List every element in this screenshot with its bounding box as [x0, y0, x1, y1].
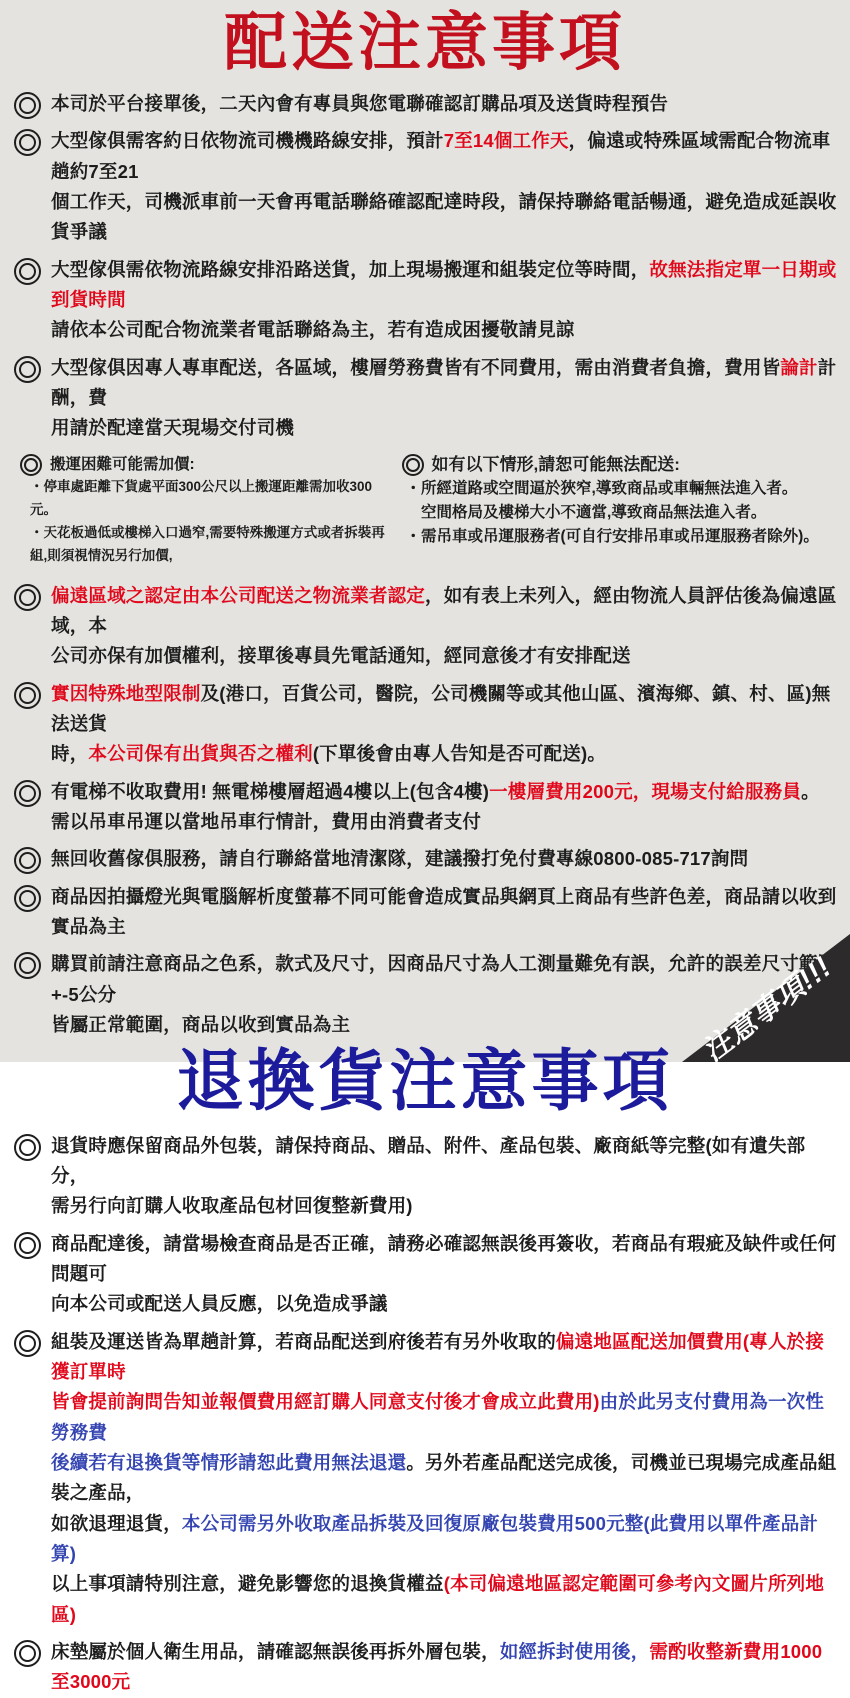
double-circle-bullet-icon [14, 780, 41, 807]
no-delivery-heading: 如有以下情形,請恕可能無法配送: [431, 454, 680, 474]
delivery-notice-title: 配送注意事項 [224, 8, 626, 78]
notice-text: 商品因拍攝燈光與電腦解析度螢幕不同可能會造成實品與網頁上商品有些許色差，商品請以收到實品為主 [51, 885, 837, 938]
double-circle-bullet-icon [14, 952, 41, 979]
notice-item [14, 353, 838, 444]
double-circle-bullet-icon [14, 847, 41, 874]
notice-text: 有電梯不收取費用! 無電梯樓層超過4樓以上(包含4樓)一樓層費用200元，現場支付給服務員。 需以吊車吊運以當地吊車行情計，費用由消費者支付 [51, 780, 820, 833]
sub-note-line: ・所經道路或空間逼於狹窄,導致商品或車輛無法進入者。 [405, 479, 798, 497]
notice-text: 床墊屬於個人衛生用品，請確認無誤後再拆外層包裝，如經拆封使用後，需酌收整新費用1000至3000元 [51, 1640, 823, 1693]
notice-item [14, 1327, 838, 1630]
double-circle-bullet-icon [402, 454, 424, 476]
notice-text: 商品配達後，請當場檢查商品是否正確，請務必確認無誤後再簽收，若商品有瑕疵及缺件或任何問題可 向本公司或配送人員反應，以免造成爭議 [51, 1232, 837, 1315]
double-circle-bullet-icon [14, 682, 41, 709]
notice-text: 無回收舊傢俱服務，請自行聯絡當地清潔隊，建議撥打免付費專線0800-085-717詢問 [51, 848, 749, 870]
sub-note-line: ・天花板過低或樓梯入口過窄,需要特殊搬運方式或者拆裝再組,則須視情況另行加價, [30, 524, 385, 563]
surcharge-heading: 搬運困難可能需加價: [50, 455, 195, 473]
notice-item [14, 679, 838, 770]
corner-ribbon-label: 注意事項!!! [697, 950, 838, 1069]
notice-text: 實因特殊地型限制及(港口，百貨公司，醫院，公司機關等或其他山區、濱海鄉、鎮、村、區)無法送貨 時，本公司保有出貨與否之權利(下單後會由專人告知是否可配送)。 [51, 682, 831, 765]
surcharge-lines [20, 476, 394, 568]
double-circle-bullet-icon [14, 92, 41, 119]
double-circle-bullet-icon [14, 258, 41, 285]
notice-text: 退貨時應保留商品外包裝，請保持商品、贈品、附件、產品包裝、廠商紙等完整(如有遺失部分， 需另行向訂購人收取產品包材回復整新費用) [51, 1134, 806, 1217]
notice-text: 購買前請注意商品之色系，款式及尺寸，因商品尺寸為人工測量難免有誤，允許的誤差尺寸範圍+-5公分 皆屬正常範圍，商品以收到實品為主 [51, 953, 837, 1036]
notice-item [14, 89, 838, 119]
double-circle-bullet-icon [14, 584, 41, 611]
delivery-special-notes [0, 451, 850, 568]
notice-text: 大型傢俱需依物流路線安排沿路送貨，加上現場搬運和組裝定位等時間，故無法指定單一日期或到貨時間 請依本公司配合物流業者電話聯絡為主，若有造成困擾敬請見諒 [51, 258, 837, 341]
delivery-notice-list [0, 76, 850, 444]
returns-notice-list [0, 1118, 850, 1698]
notice-text: 偏遠區域之認定由本公司配送之物流業者認定，如有表上未列入，經由物流人員評估後為偏遠區域，本 公司亦保有加價權利，接單後專員先電話通知，經同意後才有安排配送 [51, 584, 837, 667]
double-circle-bullet-icon [14, 1134, 41, 1161]
double-circle-bullet-icon [20, 454, 42, 476]
sub-note-line: ・需吊車或吊運服務者(可自行安排吊車或吊運服務者除外)。 [405, 527, 819, 545]
no-delivery-lines [402, 477, 840, 549]
surcharge-column [20, 453, 394, 568]
notice-item [14, 255, 838, 346]
notice-text: 大型傢俱需客約日依物流司機機路線安排，預計7至14個工作天，偏遠或特殊區域需配合物流車趟約7至21 個工作天，司機派車前一天會再電話聯絡確認配達時段，請保持聯絡電話暢通，避免造成延誤收貨爭議 [51, 130, 837, 243]
notice-item [14, 777, 838, 838]
notice-text: 組裝及運送皆為單趟計算，若商品配送到府後若有另外收取的偏遠地區配送加價費用(專人於接獲訂單時 皆會提前詢問告知並報價費用經訂購人同意支付後才會成立此費用)由於此另支付費用為一次性勞務費 後續若有退換貨等情形請恕此費用無法退還。另外若產品配送完成後，司機並已現場完成產品組裝之產品， 如欲退理退貨，本公司需另外收取產品拆裝及回復原廠包裝費用500元整(此費用以單件產品計算) 以上事項請特別注意，避免影響您的退換貨權益(本司偏遠地區認定範圍可參考內文圖片所列地區) [51, 1330, 837, 1625]
returns-notice-title: 退換貨注意事項 [176, 1044, 674, 1120]
double-circle-bullet-icon [14, 356, 41, 383]
double-circle-bullet-icon [14, 129, 41, 156]
notice-text: 本司於平台接單後，二天內會有專員與您電聯確認訂購品項及送貨時程預告 [51, 93, 669, 115]
double-circle-bullet-icon [14, 1232, 41, 1259]
notice-item [14, 1229, 838, 1320]
notice-item [14, 1131, 838, 1222]
notice-item [14, 1637, 838, 1698]
notice-text: 大型傢俱因專人專車配送，各區域，樓層勞務費皆有不同費用，需由消費者負擔，費用皆論計計酬，費 用請於配達當天現場交付司機 [51, 356, 837, 439]
no-delivery-column [402, 453, 840, 568]
notice-item [14, 126, 838, 247]
notice-item [14, 581, 838, 672]
sub-note-line: 空間格局及樓梯大小不適當,導致商品無法進入者。 [405, 503, 767, 521]
sub-note-line: ・停車處距離下貨處平面300公尺以上搬運距離需加收300元。 [30, 479, 373, 517]
double-circle-bullet-icon [14, 1640, 41, 1667]
notice-item [14, 844, 838, 874]
double-circle-bullet-icon [14, 885, 41, 912]
double-circle-bullet-icon [14, 1330, 41, 1357]
